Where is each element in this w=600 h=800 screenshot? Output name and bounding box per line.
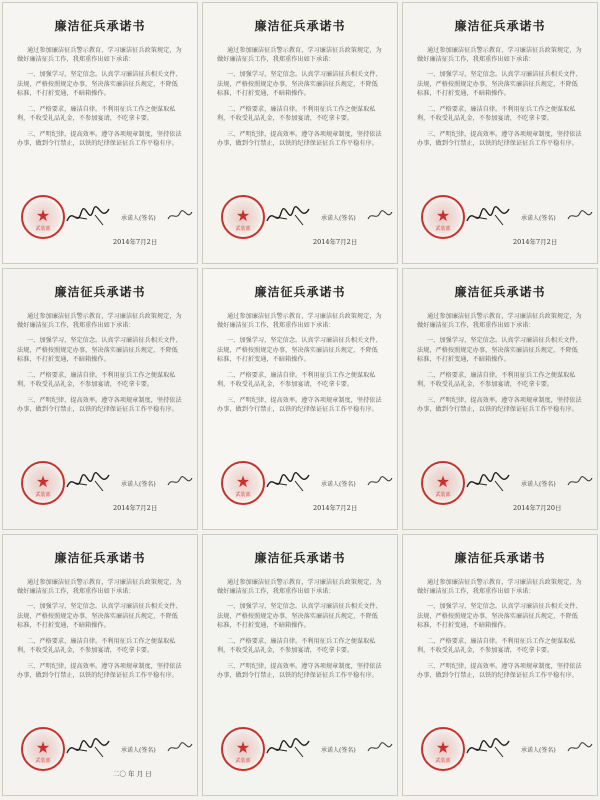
signing-date: 2014年7月2日 xyxy=(313,504,358,512)
document-title: 廉洁征兵承诺书 xyxy=(454,285,546,299)
document-title: 廉洁征兵承诺书 xyxy=(254,19,346,33)
official-seal xyxy=(21,461,65,505)
seal-label: 武装部 xyxy=(435,492,451,498)
commitment-clause: 二、严格要求，廉洁自律。不利用征兵工作之便谋取私利，不收受礼品礼金，不参加宴请，不吃拿卡要。 xyxy=(17,371,176,388)
document-page xyxy=(402,2,598,264)
commitment-clause: 二、严格要求，廉洁自律。不利用征兵工作之便谋取私利，不收受礼品礼金，不参加宴请，不吃拿卡要。 xyxy=(417,371,576,388)
signer-signature xyxy=(167,741,193,755)
official-seal xyxy=(421,461,465,505)
seal-star-icon: ★ xyxy=(35,206,51,225)
handwritten-signature xyxy=(465,203,511,229)
commitment-clause: 一、加强学习，坚定信念。认真学习廉洁征兵相关文件、法规，严格按照规定办事，坚决落实廉洁征兵规定，不降低标准，不打折变通，不暗箱操作。 xyxy=(217,71,382,97)
commitment-clause: 三、严明纪律，提高效率。遵守各项规章制度，坚持依法办事，做到令行禁止，以铁的纪律保证征兵工作平稳有序。 xyxy=(17,396,182,413)
document-page xyxy=(202,2,398,264)
commitment-clause: 一、加强学习，坚定信念。认真学习廉洁征兵相关文件、法规，严格按照规定办事，坚决落实廉洁征兵规定，不降低标准，不打折变通，不暗箱操作。 xyxy=(417,337,582,363)
commitment-clause: 二、严格要求，廉洁自律。不利用征兵工作之便谋取私利，不收受礼品礼金，不参加宴请，不吃拿卡要。 xyxy=(17,637,176,654)
commitment-clause: 三、严明纪律，提高效率。遵守各项规章制度，坚持依法办事，做到令行禁止，以铁的纪律保证征兵工作平稳有序。 xyxy=(217,130,382,147)
handwritten-signature xyxy=(265,735,311,761)
document-title: 廉洁征兵承诺书 xyxy=(254,285,346,299)
document-intro: 通过参加廉洁征兵警示教育，学习廉洁征兵政策规定，为做好廉洁征兵工作，我郑重作出如下承诺： xyxy=(217,579,382,595)
document-page xyxy=(202,534,398,796)
seal-star-icon: ★ xyxy=(35,472,51,491)
commitment-clause: 二、严格要求，廉洁自律。不利用征兵工作之便谋取私利，不收受礼品礼金，不参加宴请，不吃拿卡要。 xyxy=(417,637,576,654)
signing-date: 2014年7月2日 xyxy=(513,238,558,246)
handwritten-signature xyxy=(465,469,511,495)
signer-label: 承诺人(签名) xyxy=(321,481,356,488)
handwritten-signature xyxy=(65,203,111,229)
seal-star-icon: ★ xyxy=(235,472,251,491)
commitment-clause: 一、加强学习，坚定信念。认真学习廉洁征兵相关文件、法规，严格按照规定办事，坚决落实廉洁征兵规定，不降低标准，不打折变通，不暗箱操作。 xyxy=(17,337,182,363)
signer-label: 承诺人(签名) xyxy=(121,215,156,222)
seal-label: 武装部 xyxy=(35,492,51,498)
commitment-clause: 二、严格要求，廉洁自律。不利用征兵工作之便谋取私利，不收受礼品礼金，不参加宴请，不吃拿卡要。 xyxy=(17,105,176,122)
commitment-clause: 一、加强学习，坚定信念。认真学习廉洁征兵相关文件、法规，严格按照规定办事，坚决落实廉洁征兵规定，不降低标准，不打折变通，不暗箱操作。 xyxy=(417,71,582,97)
document-page xyxy=(2,2,198,264)
commitment-clause: 三、严明纪律，提高效率。遵守各项规章制度，坚持依法办事，做到令行禁止，以铁的纪律保证征兵工作平稳有序。 xyxy=(217,662,382,679)
commitment-clause: 二、严格要求，廉洁自律。不利用征兵工作之便谋取私利，不收受礼品礼金，不参加宴请，不吃拿卡要。 xyxy=(217,637,376,654)
document-title: 廉洁征兵承诺书 xyxy=(254,551,346,565)
seal-star-icon: ★ xyxy=(35,738,51,757)
document-title: 廉洁征兵承诺书 xyxy=(54,551,146,565)
seal-star-icon: ★ xyxy=(435,206,451,225)
seal-label: 武装部 xyxy=(35,758,51,764)
commitment-clause: 三、严明纪律，提高效率。遵守各项规章制度，坚持依法办事，做到令行禁止，以铁的纪律保证征兵工作平稳有序。 xyxy=(417,662,582,679)
document-title: 廉洁征兵承诺书 xyxy=(54,19,146,33)
seal-label: 武装部 xyxy=(435,226,451,232)
commitment-clause: 一、加强学习，坚定信念。认真学习廉洁征兵相关文件、法规，严格按照规定办事，坚决落实廉洁征兵规定，不降低标准，不打折变通，不暗箱操作。 xyxy=(217,603,382,629)
handwritten-signature xyxy=(465,735,511,761)
signer-signature xyxy=(567,475,593,489)
handwritten-signature xyxy=(265,469,311,495)
signer-signature xyxy=(367,209,393,223)
commitment-clause: 二、严格要求，廉洁自律。不利用征兵工作之便谋取私利，不收受礼品礼金，不参加宴请，不吃拿卡要。 xyxy=(217,105,376,122)
signing-date: 2014年7月20日 xyxy=(513,504,562,512)
signing-date: 二〇 年 月 日 xyxy=(113,770,152,778)
document-intro: 通过参加廉洁征兵警示教育，学习廉洁征兵政策规定，为做好廉洁征兵工作，我郑重作出如下承诺： xyxy=(217,313,382,329)
document-title: 廉洁征兵承诺书 xyxy=(454,19,546,33)
handwritten-signature xyxy=(65,735,111,761)
commitment-clause: 三、严明纪律，提高效率。遵守各项规章制度，坚持依法办事，做到令行禁止，以铁的纪律保证征兵工作平稳有序。 xyxy=(17,662,182,679)
signer-label: 承诺人(签名) xyxy=(521,215,556,222)
handwritten-signature xyxy=(265,203,311,229)
signer-signature xyxy=(367,475,393,489)
signing-date: 2014年7月2日 xyxy=(113,238,158,246)
official-seal xyxy=(221,461,265,505)
seal-star-icon: ★ xyxy=(235,206,251,225)
document-page xyxy=(202,268,398,530)
signer-label: 承诺人(签名) xyxy=(521,747,556,754)
commitment-clause: 一、加强学习，坚定信念。认真学习廉洁征兵相关文件、法规，严格按照规定办事，坚决落实廉洁征兵规定，不降低标准，不打折变通，不暗箱操作。 xyxy=(417,603,582,629)
signer-label: 承诺人(签名) xyxy=(321,747,356,754)
commitment-clause: 三、严明纪律，提高效率。遵守各项规章制度，坚持依法办事，做到令行禁止，以铁的纪律保证征兵工作平稳有序。 xyxy=(417,396,582,413)
signer-signature xyxy=(167,209,193,223)
seal-label: 武装部 xyxy=(235,492,251,498)
signer-label: 承诺人(签名) xyxy=(121,481,156,488)
official-seal xyxy=(221,195,265,239)
seal-star-icon: ★ xyxy=(435,472,451,491)
seal-star-icon: ★ xyxy=(235,738,251,757)
signer-label: 承诺人(签名) xyxy=(121,747,156,754)
document-intro: 通过参加廉洁征兵警示教育，学习廉洁征兵政策规定，为做好廉洁征兵工作，我郑重作出如下承诺： xyxy=(17,313,182,329)
document-intro: 通过参加廉洁征兵警示教育，学习廉洁征兵政策规定，为做好廉洁征兵工作，我郑重作出如下承诺： xyxy=(17,47,182,63)
commitment-clause: 一、加强学习，坚定信念。认真学习廉洁征兵相关文件、法规，严格按照规定办事，坚决落实廉洁征兵规定，不降低标准，不打折变通，不暗箱操作。 xyxy=(17,603,182,629)
document-intro: 通过参加廉洁征兵警示教育，学习廉洁征兵政策规定，为做好廉洁征兵工作，我郑重作出如下承诺： xyxy=(17,579,182,595)
signer-signature xyxy=(367,741,393,755)
commitment-clause: 一、加强学习，坚定信念。认真学习廉洁征兵相关文件、法规，严格按照规定办事，坚决落实廉洁征兵规定，不降低标准，不打折变通，不暗箱操作。 xyxy=(217,337,382,363)
document-title: 廉洁征兵承诺书 xyxy=(54,285,146,299)
signer-label: 承诺人(签名) xyxy=(321,215,356,222)
commitment-clause: 二、严格要求，廉洁自律。不利用征兵工作之便谋取私利，不收受礼品礼金，不参加宴请，不吃拿卡要。 xyxy=(217,371,376,388)
commitment-clause: 三、严明纪律，提高效率。遵守各项规章制度，坚持依法办事，做到令行禁止，以铁的纪律保证征兵工作平稳有序。 xyxy=(17,130,182,147)
official-seal xyxy=(421,727,465,771)
document-title: 廉洁征兵承诺书 xyxy=(454,551,546,565)
signing-date: 2014年7月2日 xyxy=(113,504,158,512)
signing-date: 2014年7月2日 xyxy=(313,238,358,246)
official-seal xyxy=(221,727,265,771)
official-seal xyxy=(21,195,65,239)
document-intro: 通过参加廉洁征兵警示教育，学习廉洁征兵政策规定，为做好廉洁征兵工作，我郑重作出如下承诺： xyxy=(417,313,582,329)
document-intro: 通过参加廉洁征兵警示教育，学习廉洁征兵政策规定，为做好廉洁征兵工作，我郑重作出如下承诺： xyxy=(417,47,582,63)
signer-signature xyxy=(567,209,593,223)
seal-label: 武装部 xyxy=(35,226,51,232)
document-page xyxy=(2,268,198,530)
commitment-clause: 三、严明纪律，提高效率。遵守各项规章制度，坚持依法办事，做到令行禁止，以铁的纪律保证征兵工作平稳有序。 xyxy=(217,396,382,413)
commitment-clause: 二、严格要求，廉洁自律。不利用征兵工作之便谋取私利，不收受礼品礼金，不参加宴请，不吃拿卡要。 xyxy=(417,105,576,122)
commitment-clause: 三、严明纪律，提高效率。遵守各项规章制度，坚持依法办事，做到令行禁止，以铁的纪律保证征兵工作平稳有序。 xyxy=(417,130,582,147)
signer-signature xyxy=(567,741,593,755)
signer-signature xyxy=(167,475,193,489)
document-page xyxy=(402,534,598,796)
document-intro: 通过参加廉洁征兵警示教育，学习廉洁征兵政策规定，为做好廉洁征兵工作，我郑重作出如下承诺： xyxy=(417,579,582,595)
document-page xyxy=(2,534,198,796)
seal-label: 武装部 xyxy=(235,226,251,232)
handwritten-signature xyxy=(65,469,111,495)
document-page xyxy=(402,268,598,530)
document-intro: 通过参加廉洁征兵警示教育，学习廉洁征兵政策规定，为做好廉洁征兵工作，我郑重作出如下承诺： xyxy=(217,47,382,63)
seal-label: 武装部 xyxy=(435,758,451,764)
official-seal xyxy=(421,195,465,239)
seal-star-icon: ★ xyxy=(435,738,451,757)
official-seal xyxy=(21,727,65,771)
signer-label: 承诺人(签名) xyxy=(521,481,556,488)
seal-label: 武装部 xyxy=(235,758,251,764)
commitment-clause: 一、加强学习，坚定信念。认真学习廉洁征兵相关文件、法规，严格按照规定办事，坚决落实廉洁征兵规定，不降低标准，不打折变通，不暗箱操作。 xyxy=(17,71,182,97)
